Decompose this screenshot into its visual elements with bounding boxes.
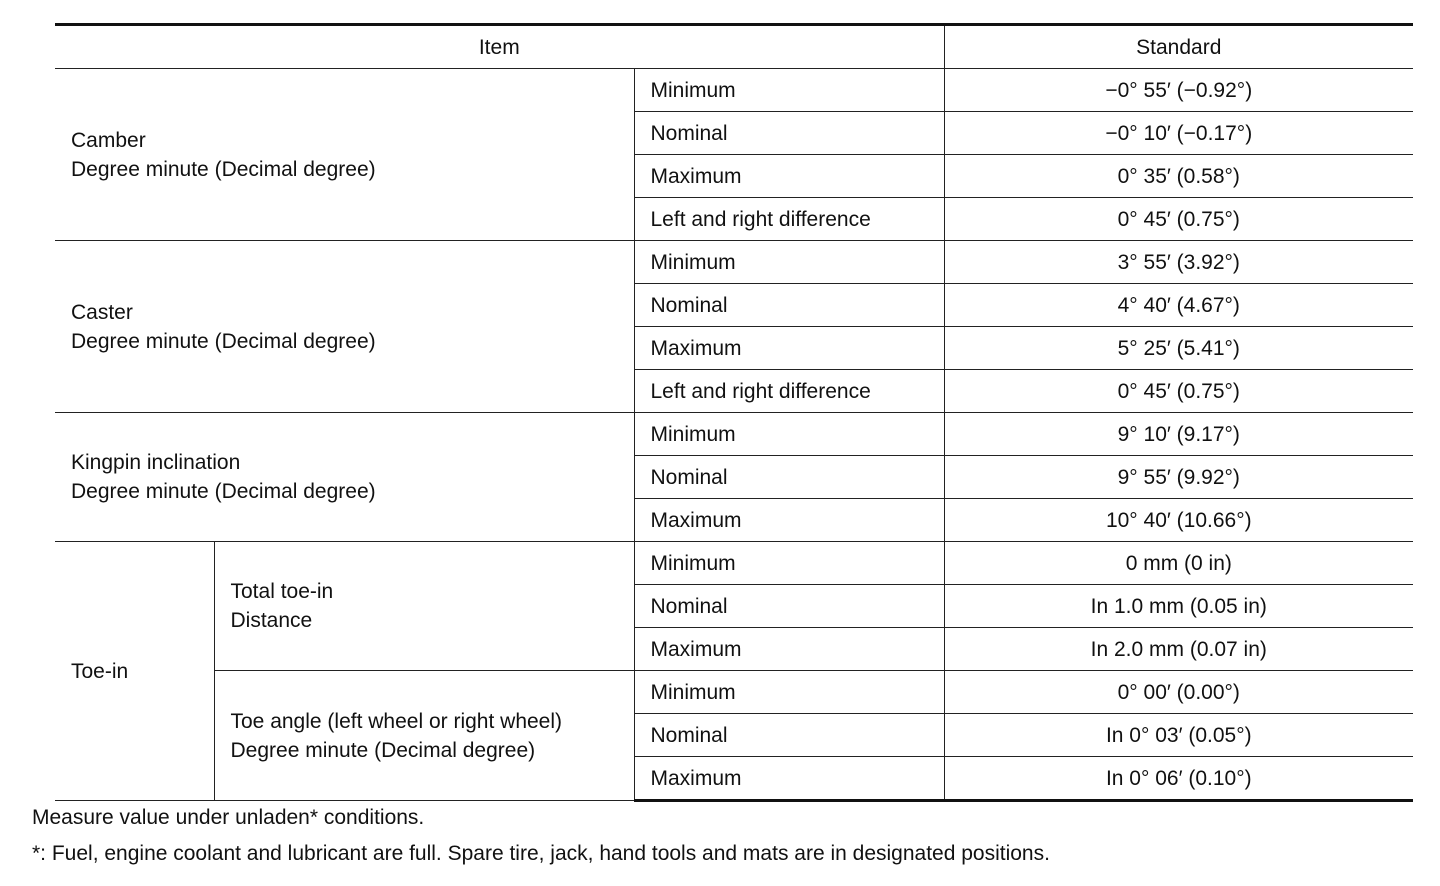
row-name: Minimum [634,69,944,112]
row-value: 9° 55′ (9.92°) [944,456,1413,499]
camber-label-cell [55,69,634,241]
table-row [55,413,1413,456]
row-value: 9° 10′ (9.17°) [944,413,1413,456]
row-name: Maximum [634,757,944,801]
kingpin-label: Kingpin inclination [71,451,241,474]
caster-unit: Degree minute (Decimal degree) [71,329,376,353]
table-row [55,671,1413,714]
row-value: In 1.0 mm (0.05 in) [944,585,1413,628]
row-value: 0° 45′ (0.75°) [944,198,1413,241]
caster-label: Caster [71,300,133,324]
row-value: 0 mm (0 in) [944,542,1413,585]
row-value: 0° 00′ (0.00°) [944,671,1413,714]
toe-angle-label-cell [214,671,634,801]
row-value: 0° 35′ (0.58°) [944,155,1413,198]
row-name: Minimum [634,413,944,456]
row-value: 0° 45′ (0.75°) [944,370,1413,413]
row-value: 4° 40′ (4.67°) [944,284,1413,327]
toe-in-label: Toe-in [71,659,129,683]
kingpin-unit: Degree minute (Decimal degree) [71,480,376,503]
caster-label-cell [55,241,634,413]
row-value: In 0° 03′ (0.05°) [944,714,1413,757]
unladen-footnote: *: Fuel, engine coolant and lubricant are full. Spare tire, jack, hand tools and mats are in designated positions. [32,842,1050,865]
total-toe-in-label: Total toe-in [230,580,334,603]
row-name: Minimum [634,241,944,284]
row-name: Nominal [634,714,944,757]
row-name: Minimum [634,542,944,585]
row-value: In 0° 06′ (0.10°) [944,757,1413,801]
camber-label: Camber [71,128,146,152]
total-toe-in-label-cell [214,542,634,671]
table-row [55,241,1413,284]
row-name: Nominal [634,112,944,155]
row-value: In 2.0 mm (0.07 in) [944,628,1413,671]
camber-unit: Degree minute (Decimal degree) [71,157,376,181]
row-name: Left and right difference [634,198,944,241]
total-toe-in-unit: Distance [230,609,313,632]
row-value: −0° 55′ (−0.92°) [944,69,1413,112]
row-name: Left and right difference [634,370,944,413]
row-name: Nominal [634,456,944,499]
row-name: Maximum [634,499,944,542]
table-header-row [55,25,1413,69]
row-name: Nominal [634,585,944,628]
toe-angle-label: Toe angle (left wheel or right wheel) [230,709,563,733]
row-name: Minimum [634,671,944,714]
row-name: Maximum [634,628,944,671]
row-name: Nominal [634,284,944,327]
toe-in-label-cell [55,542,214,801]
row-value: 5° 25′ (5.41°) [944,327,1413,370]
toe-angle-unit: Degree minute (Decimal degree) [230,738,536,762]
row-name: Maximum [634,155,944,198]
table-row [55,69,1413,112]
item-column-header: Item [55,25,944,69]
row-name: Maximum [634,327,944,370]
measure-note: Measure value under unladen* conditions. [32,806,425,829]
table-row [55,542,1413,585]
kingpin-label-cell [55,413,634,542]
row-value: 10° 40′ (10.66°) [944,499,1413,542]
wheel-alignment-spec-table [55,23,1413,802]
standard-column-header: Standard [944,25,1413,69]
row-value: 3° 55′ (3.92°) [944,241,1413,284]
row-value: −0° 10′ (−0.17°) [944,112,1413,155]
